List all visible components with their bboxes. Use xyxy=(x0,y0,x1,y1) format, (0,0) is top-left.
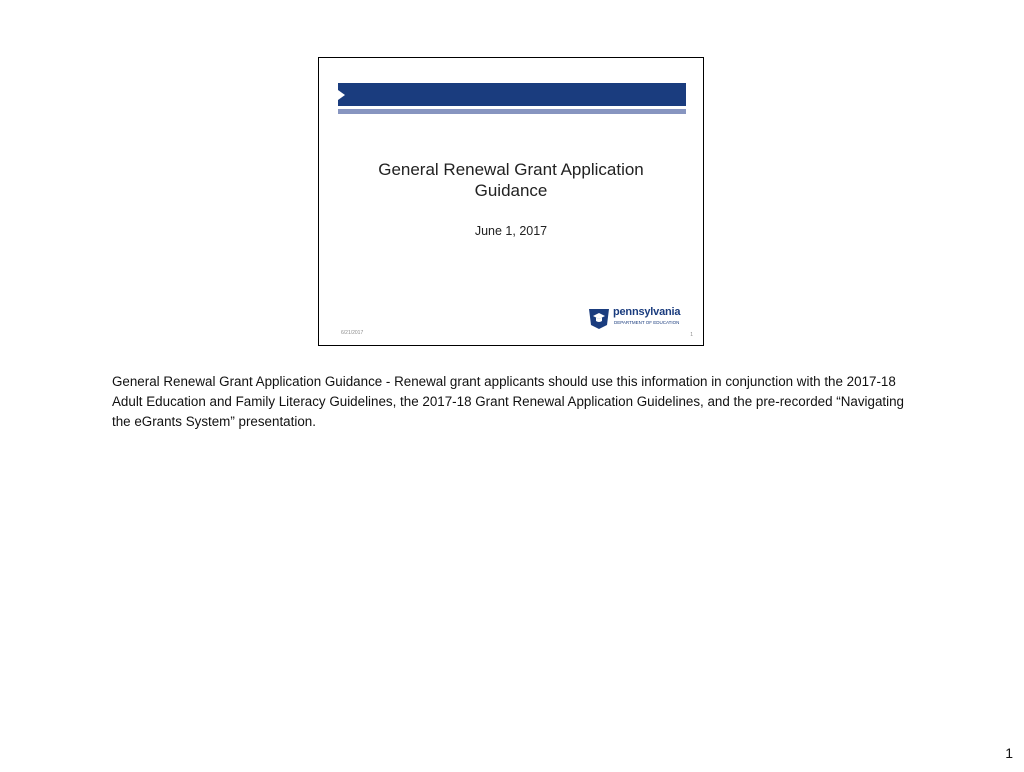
logo-state-name: pennsylvania xyxy=(613,306,681,318)
banner-notch xyxy=(338,90,345,100)
slide-header-stripe xyxy=(338,109,686,114)
slide-title xyxy=(319,159,703,201)
slide-footer-number: 1 xyxy=(690,332,693,338)
page-number: 1 xyxy=(1005,745,1013,761)
pennsylvania-logo xyxy=(587,305,691,331)
slide-header-banner xyxy=(338,83,686,106)
slide-date: June 1, 2017 xyxy=(474,224,548,238)
speaker-notes: General Renewal Grant Application Guidance - Renewal grant applicants should use this information in conjunction with the 2017-18 Adult Education and Family Literacy Guidelines, the 2017-18 Grant Renewal Application Guidelines, and the pre-recorded “Navigating the eGrants System” presentation. xyxy=(112,374,904,429)
slide-title-line-1: General Renewal Grant Application xyxy=(378,160,644,179)
keystone-icon xyxy=(587,306,611,330)
slide-footer-date: 6/21/2017 xyxy=(341,330,364,336)
slide-title-line-2: Guidance xyxy=(474,181,548,200)
slide-thumbnail[interactable] xyxy=(318,57,704,346)
logo-department: DEPARTMENT OF EDUCATION xyxy=(614,320,680,325)
